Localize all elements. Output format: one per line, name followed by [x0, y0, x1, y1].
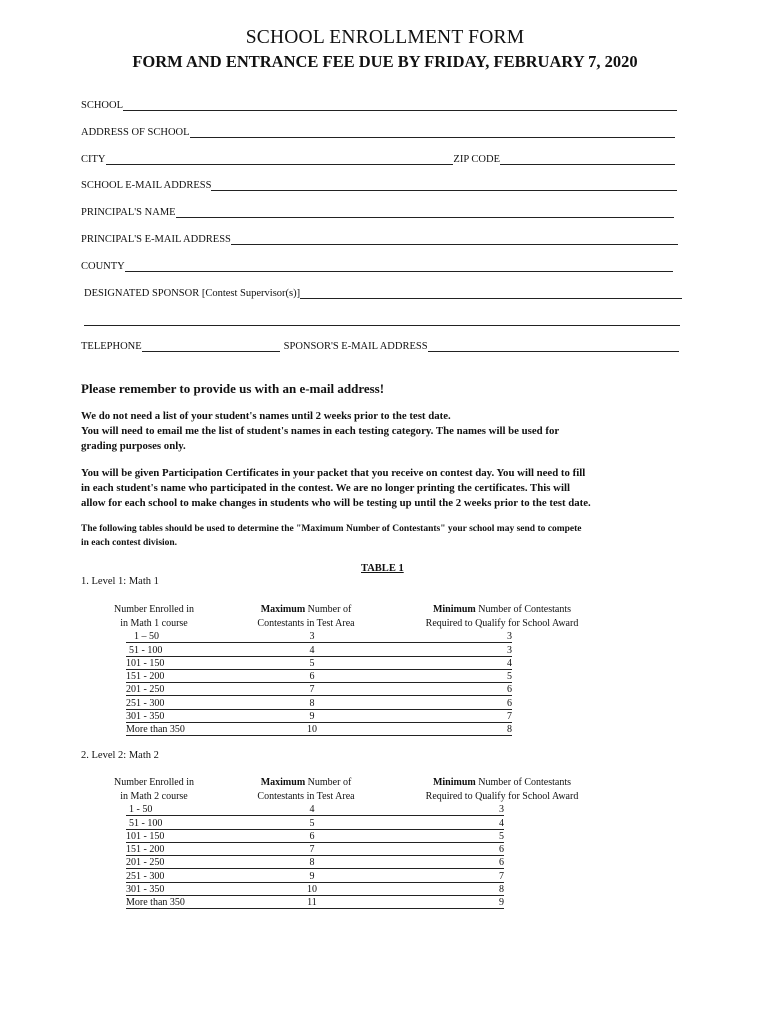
address-input-line[interactable]: [190, 126, 675, 138]
sponsor-input-line[interactable]: [300, 287, 682, 299]
maximum-column-header: [236, 603, 376, 630]
max-contestants: 6: [309, 830, 315, 842]
sponsor-field[interactable]: [84, 285, 682, 299]
school-input-line[interactable]: [123, 99, 677, 111]
table-title: TABLE 1: [361, 563, 404, 574]
header-bold: Minimum: [432, 777, 476, 788]
max-contestants: 9: [309, 870, 315, 882]
enrolled-column-header: [104, 776, 204, 803]
county-input-line[interactable]: [125, 260, 673, 272]
header-text: Number of: [305, 777, 352, 788]
form-title: SCHOOL ENROLLMENT FORM: [245, 27, 525, 48]
max-contestants: 4: [309, 644, 315, 656]
max-contestants: 9: [309, 711, 315, 723]
principal-name-label: PRINCIPAL'S NAME: [81, 207, 176, 218]
enrolled-range: More than 350: [126, 897, 185, 909]
header-line: Required to Qualify for School Award: [425, 790, 579, 802]
sponsor-email-label: SPONSOR'S E-MAIL ADDRESS: [283, 341, 428, 352]
table-row: [126, 802, 504, 816]
sponsor-label: DESIGNATED SPONSOR [Contest Supervisor(s)]: [84, 288, 301, 299]
telephone-sponsor-email-field[interactable]: [81, 338, 679, 352]
tables-intro-paragraph: [81, 522, 681, 550]
school-email-label: SCHOOL E-MAIL ADDRESS: [81, 180, 212, 191]
enrolled-range: 301 - 350: [126, 711, 165, 723]
sponsor-email-input-line[interactable]: [428, 340, 679, 352]
enrolled-range: 1 - 50: [129, 804, 153, 816]
paragraph-line: grading purposes only.: [81, 440, 186, 452]
max-contestants: 7: [309, 844, 315, 856]
table-row: [126, 696, 512, 710]
paragraph-line: We do not need a list of your student's names until 2 weeks prior to the test date.: [81, 410, 451, 422]
min-contestants: 3: [499, 804, 504, 816]
level-1-label: 1. Level 1: Math 1: [81, 576, 159, 587]
min-contestants: 8: [507, 724, 512, 736]
enrolled-column-header: [104, 603, 204, 630]
school-field[interactable]: [81, 97, 677, 111]
city-input-line[interactable]: [106, 153, 454, 165]
min-contestants: 8: [499, 884, 504, 896]
principal-email-input-line[interactable]: [231, 233, 678, 245]
table-row: [126, 855, 504, 869]
principal-name-input-line[interactable]: [176, 206, 674, 218]
enrolled-range: 1 – 50: [134, 631, 159, 643]
form-subtitle: FORM AND ENTRANCE FEE DUE BY FRIDAY, FEBRUARY 7, 2020: [132, 52, 638, 71]
table-row: [126, 709, 512, 723]
table-row: [126, 815, 504, 829]
paragraph-line: You will need to email me the list of student's names in each testing category. The names will be used for: [81, 425, 560, 437]
paragraph-line: allow for each school to make changes in students who will be testing up until the 2 weeks prior to the test date.: [81, 497, 591, 509]
header-line: Number Enrolled in: [114, 604, 194, 615]
enrolled-range: 101 - 150: [126, 657, 165, 669]
enrolled-range: 251 - 300: [126, 697, 165, 709]
enrolled-range: 201 - 250: [126, 857, 165, 869]
max-contestants: 6: [309, 671, 315, 683]
table-row: [126, 629, 512, 643]
min-contestants: 6: [499, 844, 504, 856]
header-line: [236, 603, 376, 617]
max-contestants: 10: [307, 724, 317, 736]
level-2-label: 2. Level 2: Math 2: [81, 750, 159, 761]
school-label: SCHOOL: [81, 100, 124, 111]
table-row: [126, 722, 512, 736]
header-line: in Math 2 course: [120, 790, 188, 802]
sponsor-extra-field[interactable]: [84, 312, 680, 326]
table-row: [126, 682, 512, 696]
header-line: in Math 1 course: [120, 617, 188, 629]
table-row: [126, 895, 504, 909]
max-contestants: 11: [307, 897, 317, 909]
min-contestants: 5: [499, 830, 504, 842]
enrolled-range: 251 - 300: [126, 870, 165, 882]
paragraph-line: The following tables should be used to determine the "Maximum Number of Contestants" your school may send to compete: [81, 524, 582, 534]
header-line: Number Enrolled in: [114, 777, 194, 788]
school-email-input-line[interactable]: [211, 179, 677, 191]
zip-input-line[interactable]: [500, 153, 675, 165]
table-row: [126, 882, 504, 896]
header-text: Number of Contestants: [475, 604, 572, 615]
enrolled-range: 101 - 150: [126, 830, 165, 842]
min-contestants: 6: [507, 697, 512, 709]
max-contestants: 8: [309, 697, 315, 709]
header-line: [405, 603, 599, 617]
telephone-input-line[interactable]: [142, 340, 280, 352]
max-contestants: 10: [307, 884, 317, 896]
principal-email-field[interactable]: [81, 231, 678, 245]
email-reminder-heading: Please remember to provide us with an e-mail address!: [81, 381, 385, 396]
max-contestants: 7: [309, 684, 315, 696]
school-email-field[interactable]: [81, 177, 677, 191]
telephone-label: TELEPHONE: [81, 341, 142, 352]
minimum-column-header: [405, 603, 599, 630]
table-row: [126, 642, 512, 656]
header-line: [405, 776, 599, 790]
paragraph-line: in each student's name who participated in the contest. We are no longer printing the certificates. This will: [81, 482, 570, 494]
min-contestants: 3: [507, 631, 512, 643]
max-contestants: 8: [309, 857, 315, 869]
min-contestants: 7: [499, 870, 504, 882]
enrolled-range: 301 - 350: [126, 884, 165, 896]
max-contestants: 5: [309, 817, 315, 829]
city-zip-field[interactable]: [81, 151, 675, 165]
enrolled-range: 51 - 100: [129, 817, 163, 829]
paragraph-line: You will be given Participation Certificates in your packet that you receive on contest day. You will need to fill: [81, 467, 586, 479]
header-bold: Maximum: [260, 777, 306, 788]
min-contestants: 9: [499, 897, 504, 909]
min-contestants: 6: [499, 857, 504, 869]
paragraph-line: in each contest division.: [81, 538, 178, 548]
principal-name-field[interactable]: [81, 204, 674, 218]
table-row: [126, 656, 512, 670]
header-line: Contestants in Test Area: [257, 790, 355, 802]
certificates-paragraph: [81, 466, 681, 511]
table-row: [126, 669, 512, 683]
maximum-column-header: [236, 776, 376, 803]
enrolled-range: 151 - 200: [126, 844, 165, 856]
enrolled-range: 51 - 100: [129, 644, 163, 656]
header-line: [236, 776, 376, 790]
max-contestants: 4: [309, 804, 315, 816]
zip-label: ZIP CODE: [453, 154, 500, 165]
sponsor-extra-input-line[interactable]: [84, 314, 680, 326]
min-contestants: 4: [507, 657, 512, 669]
min-contestants: 3: [507, 644, 512, 656]
county-field[interactable]: [81, 258, 673, 272]
header-text: Number of Contestants: [475, 777, 572, 788]
min-contestants: 7: [507, 711, 512, 723]
min-contestants: 4: [499, 817, 504, 829]
enrolled-range: More than 350: [126, 724, 185, 736]
address-label: ADDRESS OF SCHOOL: [81, 127, 190, 138]
address-field[interactable]: [81, 124, 675, 138]
table-row: [126, 842, 504, 856]
minimum-column-header: [405, 776, 599, 803]
header-bold: Maximum: [260, 604, 306, 615]
table-row: [126, 829, 504, 843]
max-contestants: 5: [309, 657, 315, 669]
max-contestants: 3: [309, 631, 315, 643]
table-row: [126, 869, 504, 883]
county-label: COUNTY: [81, 261, 125, 272]
header-bold: Minimum: [432, 604, 476, 615]
enrolled-range: 201 - 250: [126, 684, 165, 696]
header-line: Contestants in Test Area: [257, 617, 355, 629]
principal-email-label: PRINCIPAL'S E-MAIL ADDRESS: [81, 234, 231, 245]
enrolled-range: 151 - 200: [126, 671, 165, 683]
city-label: CITY: [81, 154, 106, 165]
header-line: Required to Qualify for School Award: [425, 617, 579, 629]
min-contestants: 5: [507, 671, 512, 683]
min-contestants: 6: [507, 684, 512, 696]
student-list-paragraph: [81, 409, 681, 454]
header-text: Number of: [305, 604, 352, 615]
